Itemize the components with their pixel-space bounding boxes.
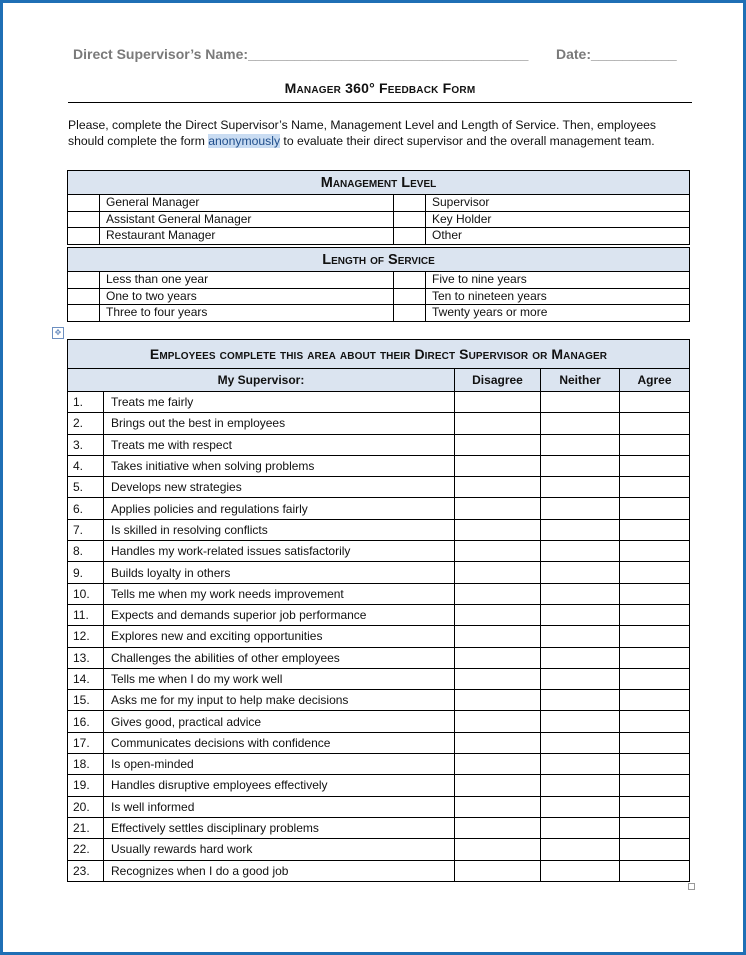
agree-cell[interactable] <box>620 711 690 732</box>
agree-cell[interactable] <box>620 392 690 413</box>
disagree-cell[interactable] <box>455 839 541 860</box>
option-label: Assistant General Manager <box>100 211 394 228</box>
agree-cell[interactable] <box>620 519 690 540</box>
checkbox-other[interactable] <box>394 228 426 245</box>
disagree-cell[interactable] <box>455 455 541 476</box>
neither-cell[interactable] <box>541 562 620 583</box>
title-divider <box>68 102 692 103</box>
option-label: Supervisor <box>426 195 690 212</box>
agree-cell[interactable] <box>620 775 690 796</box>
agree-cell[interactable] <box>620 498 690 519</box>
item-statement: Communicates decisions with confidence <box>104 732 455 753</box>
agree-cell[interactable] <box>620 754 690 775</box>
item-statement: Asks me for my input to help make decisions <box>104 690 455 711</box>
item-number: 2. <box>68 413 104 434</box>
table-row <box>68 434 690 455</box>
option-label: General Manager <box>100 195 394 212</box>
option-label: Restaurant Manager <box>100 228 394 245</box>
option-label: Other <box>426 228 690 245</box>
table-row <box>68 392 690 413</box>
date-label: Date: <box>556 46 592 62</box>
neither-cell[interactable] <box>541 796 620 817</box>
agree-cell[interactable] <box>620 732 690 753</box>
column-header-disagree: Disagree <box>455 369 541 392</box>
checkbox-general-manager[interactable] <box>68 195 100 212</box>
neither-cell[interactable] <box>541 754 620 775</box>
table-row <box>68 860 690 881</box>
neither-cell[interactable] <box>541 817 620 838</box>
length-of-service-table <box>67 247 690 322</box>
disagree-cell[interactable] <box>455 519 541 540</box>
item-statement: Is open-minded <box>104 754 455 775</box>
disagree-cell[interactable] <box>455 626 541 647</box>
table-row <box>68 519 690 540</box>
survey-table <box>67 339 690 882</box>
table-row <box>68 711 690 732</box>
supervisor-name-line[interactable] <box>73 46 528 62</box>
disagree-cell[interactable] <box>455 796 541 817</box>
agree-cell[interactable] <box>620 562 690 583</box>
neither-cell[interactable] <box>541 455 620 476</box>
item-statement: Handles disruptive employees effectively <box>104 775 455 796</box>
disagree-cell[interactable] <box>455 817 541 838</box>
item-statement: Explores new and exciting opportunities <box>104 626 455 647</box>
table-row <box>68 817 690 838</box>
column-header-neither: Neither <box>541 369 620 392</box>
item-statement: Is skilled in resolving conflicts <box>104 519 455 540</box>
disagree-cell[interactable] <box>455 690 541 711</box>
item-number: 21. <box>68 817 104 838</box>
table-move-handle-icon[interactable]: ✥ <box>52 327 64 339</box>
option-label: Key Holder <box>426 211 690 228</box>
option-label: One to two years <box>100 288 394 305</box>
item-number: 20. <box>68 796 104 817</box>
item-number: 19. <box>68 775 104 796</box>
neither-cell[interactable] <box>541 860 620 881</box>
item-number: 9. <box>68 562 104 583</box>
neither-cell[interactable] <box>541 413 620 434</box>
item-statement: Treats me fairly <box>104 392 455 413</box>
intro-text-before: Please, complete the Direct Supervisor’s Name, Management Level and Length of Service. Then, employees should complete the form <box>68 118 657 148</box>
disagree-cell[interactable] <box>455 583 541 604</box>
management-level-table <box>67 170 690 245</box>
item-number: 17. <box>68 732 104 753</box>
disagree-cell[interactable] <box>455 498 541 519</box>
item-number: 3. <box>68 434 104 455</box>
disagree-cell[interactable] <box>455 541 541 562</box>
item-number: 22. <box>68 839 104 860</box>
neither-cell[interactable] <box>541 583 620 604</box>
table-row <box>68 498 690 519</box>
table-row <box>68 583 690 604</box>
survey-banner: Employees complete this area about their Direct Supervisor or Manager <box>68 340 690 369</box>
item-number: 23. <box>68 860 104 881</box>
item-number: 16. <box>68 711 104 732</box>
length-of-service-heading: Length of Service <box>68 248 690 272</box>
item-number: 10. <box>68 583 104 604</box>
table-row <box>68 775 690 796</box>
neither-cell[interactable] <box>541 732 620 753</box>
item-statement: Brings out the best in employees <box>104 413 455 434</box>
item-number: 5. <box>68 477 104 498</box>
item-statement: Usually rewards hard work <box>104 839 455 860</box>
table-row <box>68 562 690 583</box>
disagree-cell[interactable] <box>455 668 541 689</box>
item-number: 13. <box>68 647 104 668</box>
item-number: 4. <box>68 455 104 476</box>
item-statement: Tells me when my work needs improvement <box>104 583 455 604</box>
option-label: Less than one year <box>100 272 394 289</box>
column-header-statement: My Supervisor: <box>68 369 455 392</box>
option-label: Twenty years or more <box>426 305 690 322</box>
item-statement: Applies policies and regulations fairly <box>104 498 455 519</box>
disagree-cell[interactable] <box>455 647 541 668</box>
table-row <box>68 668 690 689</box>
item-statement: Is well informed <box>104 796 455 817</box>
neither-cell[interactable] <box>541 690 620 711</box>
neither-cell[interactable] <box>541 519 620 540</box>
item-number: 15. <box>68 690 104 711</box>
checkbox-five-to-nine-years[interactable] <box>394 272 426 289</box>
date-blank[interactable]: ___________ <box>591 46 677 62</box>
neither-cell[interactable] <box>541 498 620 519</box>
table-row <box>68 732 690 753</box>
agree-cell[interactable] <box>620 477 690 498</box>
table-row <box>68 796 690 817</box>
item-number: 1. <box>68 392 104 413</box>
form-title: Manager 360° Feedback Form <box>284 80 476 96</box>
item-statement: Develops new strategies <box>104 477 455 498</box>
option-label: Five to nine years <box>426 272 690 289</box>
item-statement: Tells me when I do my work well <box>104 668 455 689</box>
supervisor-name-label: Direct Supervisor’s Name: <box>73 46 249 62</box>
checkbox-one-to-two-years[interactable] <box>68 288 100 305</box>
disagree-cell[interactable] <box>455 562 541 583</box>
checkbox-ten-to-nineteen-years[interactable] <box>394 288 426 305</box>
column-header-agree: Agree <box>620 369 690 392</box>
item-statement: Treats me with respect <box>104 434 455 455</box>
checkbox-key-holder[interactable] <box>394 211 426 228</box>
checkbox-less-than-one-year[interactable] <box>68 272 100 289</box>
item-statement: Builds loyalty in others <box>104 562 455 583</box>
checkbox-assistant-general-manager[interactable] <box>68 211 100 228</box>
agree-cell[interactable] <box>620 817 690 838</box>
disagree-cell[interactable] <box>455 477 541 498</box>
agree-cell[interactable] <box>620 668 690 689</box>
neither-cell[interactable] <box>541 434 620 455</box>
table-row <box>68 604 690 625</box>
disagree-cell[interactable] <box>455 413 541 434</box>
disagree-cell[interactable] <box>455 434 541 455</box>
neither-cell[interactable] <box>541 647 620 668</box>
checkbox-twenty-years-or-more[interactable] <box>394 305 426 322</box>
disagree-cell[interactable] <box>455 754 541 775</box>
table-row <box>68 754 690 775</box>
item-statement: Effectively settles disciplinary problems <box>104 817 455 838</box>
neither-cell[interactable] <box>541 604 620 625</box>
agree-cell[interactable] <box>620 860 690 881</box>
agree-cell[interactable] <box>620 413 690 434</box>
agree-cell[interactable] <box>620 796 690 817</box>
item-statement: Gives good, practical advice <box>104 711 455 732</box>
neither-cell[interactable] <box>541 477 620 498</box>
agree-cell[interactable] <box>620 626 690 647</box>
date-line[interactable] <box>556 46 677 62</box>
neither-cell[interactable] <box>541 711 620 732</box>
supervisor-name-blank[interactable]: ____________________________________ <box>248 46 529 62</box>
intro-paragraph <box>68 118 692 149</box>
neither-cell[interactable] <box>541 775 620 796</box>
agree-cell[interactable] <box>620 455 690 476</box>
table-row <box>68 647 690 668</box>
agree-cell[interactable] <box>620 604 690 625</box>
item-number: 14. <box>68 668 104 689</box>
disagree-cell[interactable] <box>455 392 541 413</box>
neither-cell[interactable] <box>541 626 620 647</box>
item-statement: Takes initiative when solving problems <box>104 455 455 476</box>
disagree-cell[interactable] <box>455 604 541 625</box>
item-number: 7. <box>68 519 104 540</box>
checkbox-three-to-four-years[interactable] <box>68 305 100 322</box>
disagree-cell[interactable] <box>455 860 541 881</box>
table-row <box>68 839 690 860</box>
checkbox-supervisor[interactable] <box>394 195 426 212</box>
checkbox-restaurant-manager[interactable] <box>68 228 100 245</box>
agree-cell[interactable] <box>620 647 690 668</box>
table-row <box>68 626 690 647</box>
intro-text-after: to evaluate their direct supervisor and the overall management team. <box>280 133 655 148</box>
option-label: Ten to nineteen years <box>426 288 690 305</box>
survey-rows <box>68 392 690 882</box>
item-number: 11. <box>68 604 104 625</box>
agree-cell[interactable] <box>620 839 690 860</box>
table-row <box>68 690 690 711</box>
item-statement: Expects and demands superior job performance <box>104 604 455 625</box>
table-row <box>68 455 690 476</box>
neither-cell[interactable] <box>541 541 620 562</box>
agree-cell[interactable] <box>620 583 690 604</box>
item-number: 6. <box>68 498 104 519</box>
neither-cell[interactable] <box>541 668 620 689</box>
neither-cell[interactable] <box>541 392 620 413</box>
agree-cell[interactable] <box>620 434 690 455</box>
disagree-cell[interactable] <box>455 775 541 796</box>
table-resize-handle[interactable] <box>688 883 695 890</box>
item-number: 18. <box>68 754 104 775</box>
agree-cell[interactable] <box>620 541 690 562</box>
management-level-heading: Management Level <box>68 171 690 195</box>
item-number: 12. <box>68 626 104 647</box>
disagree-cell[interactable] <box>455 711 541 732</box>
item-number: 8. <box>68 541 104 562</box>
disagree-cell[interactable] <box>455 732 541 753</box>
agree-cell[interactable] <box>620 690 690 711</box>
neither-cell[interactable] <box>541 839 620 860</box>
option-label: Three to four years <box>100 305 394 322</box>
intro-highlight[interactable]: anonymously <box>208 133 281 148</box>
table-row <box>68 541 690 562</box>
item-statement: Handles my work-related issues satisfactorily <box>104 541 455 562</box>
item-statement: Challenges the abilities of other employees <box>104 647 455 668</box>
table-row <box>68 477 690 498</box>
item-statement: Recognizes when I do a good job <box>104 860 455 881</box>
table-row <box>68 413 690 434</box>
